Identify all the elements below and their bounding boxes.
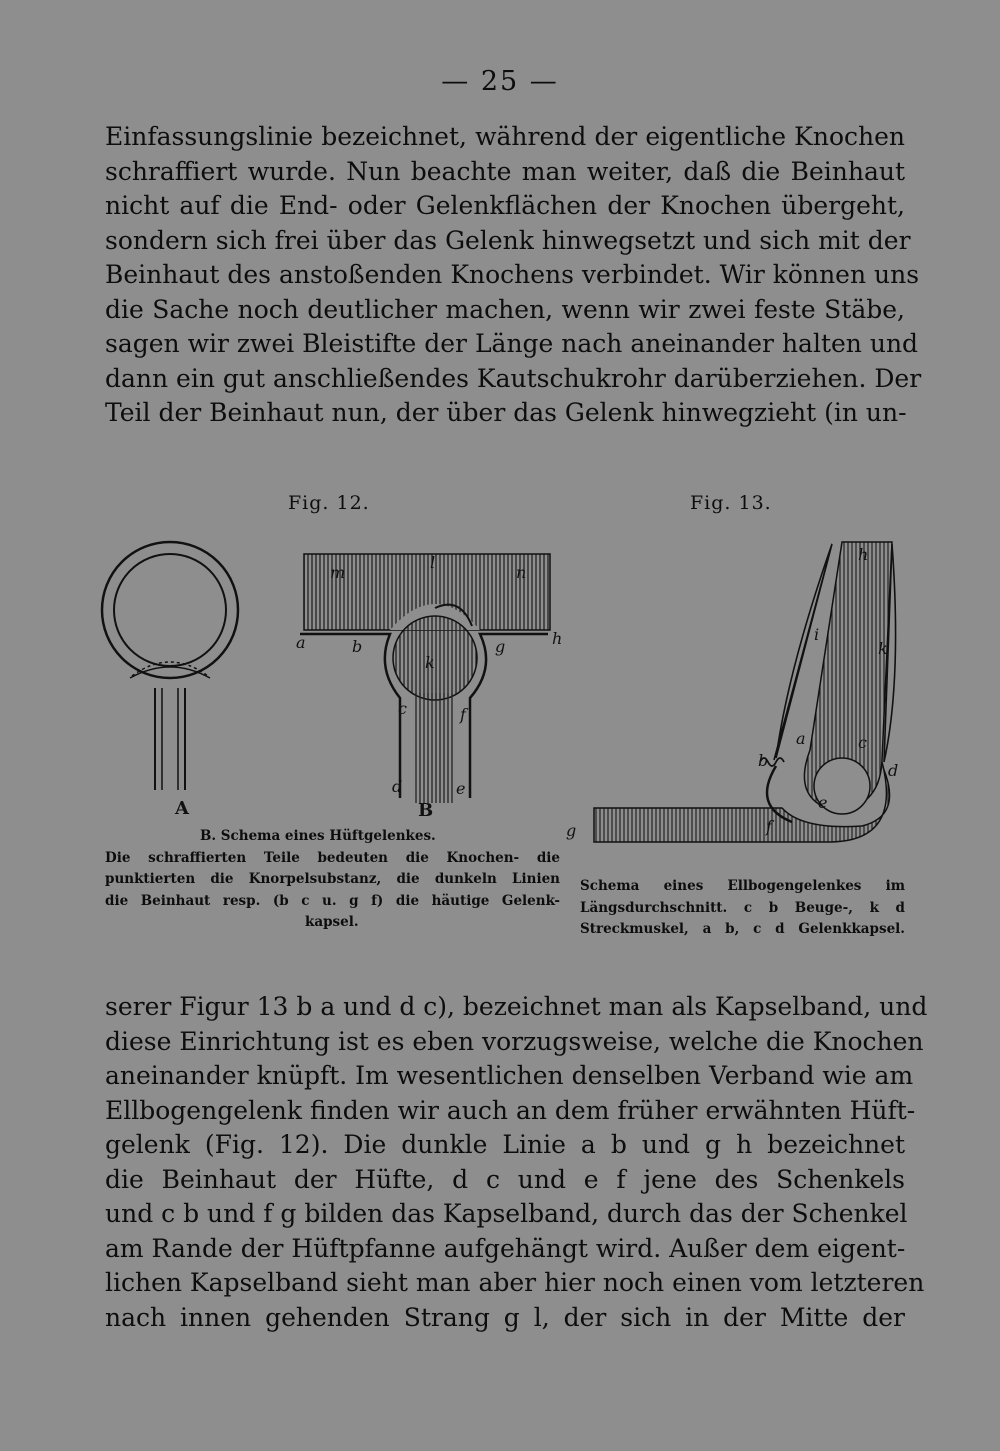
figure-12-a-ring-diagram	[100, 528, 240, 828]
text-line: nicht auf die End- oder Gelenkflächen der Knochen übergeht,	[105, 191, 905, 220]
figure-12-label-a: A	[175, 798, 189, 819]
text-line: diese Einrichtung ist es eben vorzugsweise, welche die Knochen	[105, 1026, 924, 1056]
text-line: die Sache noch deutlicher machen, wenn wir zwei feste Stäbe,	[105, 294, 905, 324]
caption-line: B. Schema eines Hüftgelenkes.	[200, 828, 436, 844]
text-line: sondern sich frei über das Gelenk hinwegsetzt und sich mit der	[105, 225, 911, 255]
svg-text:h: h	[858, 545, 869, 564]
figure-12-caption	[105, 826, 560, 934]
text-line: schraffiert wurde. Nun beachte man weiter, daß die Beinhaut	[105, 156, 905, 186]
figure-12-title: Fig. 12.	[288, 492, 370, 514]
text-line: lichen Kapselband sieht man aber hier noch einen vom letzteren	[105, 1268, 925, 1297]
text-line: gelenk (Fig. 12). Die dunkle Linie a b und g h bezeichnet	[105, 1130, 905, 1159]
svg-text:k: k	[878, 639, 888, 658]
figure-13-caption	[580, 876, 905, 941]
text-line: nach innen gehenden Strang g l, der sich in der Mitte der	[105, 1302, 905, 1332]
svg-text:n: n	[516, 563, 527, 582]
svg-text:c: c	[398, 699, 407, 718]
text-line: Ellbogengelenk finden wir auch an dem früher erwähnten Hüft-	[105, 1095, 916, 1125]
page-number: — 25 —	[441, 66, 559, 97]
figure-12-b-hip-joint-diagram	[290, 548, 580, 823]
svg-text:e: e	[818, 793, 828, 812]
paragraph-top	[105, 120, 922, 431]
text-line: sagen wir zwei Bleistifte der Länge nach aneinander halten und	[105, 329, 919, 358]
caption-line: punktierten die Knorpelsubstanz, die dunkeln Linien	[105, 871, 560, 887]
figure-13-elbow-joint-diagram	[562, 530, 910, 860]
figure-13-title: Fig. 13.	[690, 492, 772, 514]
figure-12-label-b: B	[418, 800, 434, 821]
caption-line: Streckmuskel, a b, c d Gelenkkapsel.	[580, 921, 905, 937]
svg-text:g: g	[566, 821, 577, 840]
text-line: Teil der Beinhaut nun, der über das Gelenk hinwegzieht (in un-	[105, 398, 907, 427]
svg-text:g: g	[495, 637, 506, 656]
svg-text:h: h	[552, 629, 563, 648]
caption-line: Die schraffierten Teile bedeuten die Knochen- die	[105, 849, 560, 866]
text-line: Einfassungslinie bezeichnet, während der eigentliche Knochen	[105, 122, 905, 151]
svg-text:d: d	[392, 777, 403, 796]
text-line: Beinhaut des anstoßenden Knochens verbindet. Wir können uns	[105, 260, 920, 289]
svg-text:i: i	[814, 625, 820, 644]
svg-text:a: a	[296, 633, 306, 652]
caption-line: kapsel.	[305, 914, 359, 930]
svg-text:a: a	[796, 729, 806, 748]
svg-text:b: b	[758, 751, 769, 770]
svg-text:b: b	[352, 637, 363, 656]
svg-text:f: f	[460, 705, 466, 724]
svg-text:l: l	[430, 553, 436, 572]
text-line: und c b und f g bilden das Kapselband, durch das der Schenkel	[105, 1199, 908, 1228]
text-line: dann ein gut anschließendes Kautschukrohr darüberziehen. Der	[105, 363, 922, 393]
text-line: am Rande der Hüftpfanne aufgehängt wird. Außer dem eigent-	[105, 1233, 906, 1263]
caption-line: die Beinhaut resp. (b c u. g f) die häutige Gelenk-	[105, 892, 560, 909]
svg-text:f: f	[766, 817, 772, 836]
caption-line: Längsdurchschnitt. c b Beuge-, k d	[580, 899, 905, 916]
svg-text:k: k	[425, 653, 435, 672]
svg-text:e: e	[456, 779, 466, 798]
text-line: die Beinhaut der Hüfte, d c und e f jene des Schenkels	[105, 1164, 905, 1194]
svg-text:c: c	[858, 733, 867, 752]
text-line: serer Figur 13 b a und d c), bezeichnet man als Kapselband, und	[105, 992, 928, 1021]
svg-text:m: m	[330, 563, 346, 582]
caption-line: Schema eines Ellbogengelenkes im	[580, 878, 905, 894]
paragraph-bottom	[105, 990, 928, 1335]
text-line: aneinander knüpft. Im wesentlichen denselben Verband wie am	[105, 1061, 914, 1090]
svg-text:d: d	[888, 761, 899, 780]
